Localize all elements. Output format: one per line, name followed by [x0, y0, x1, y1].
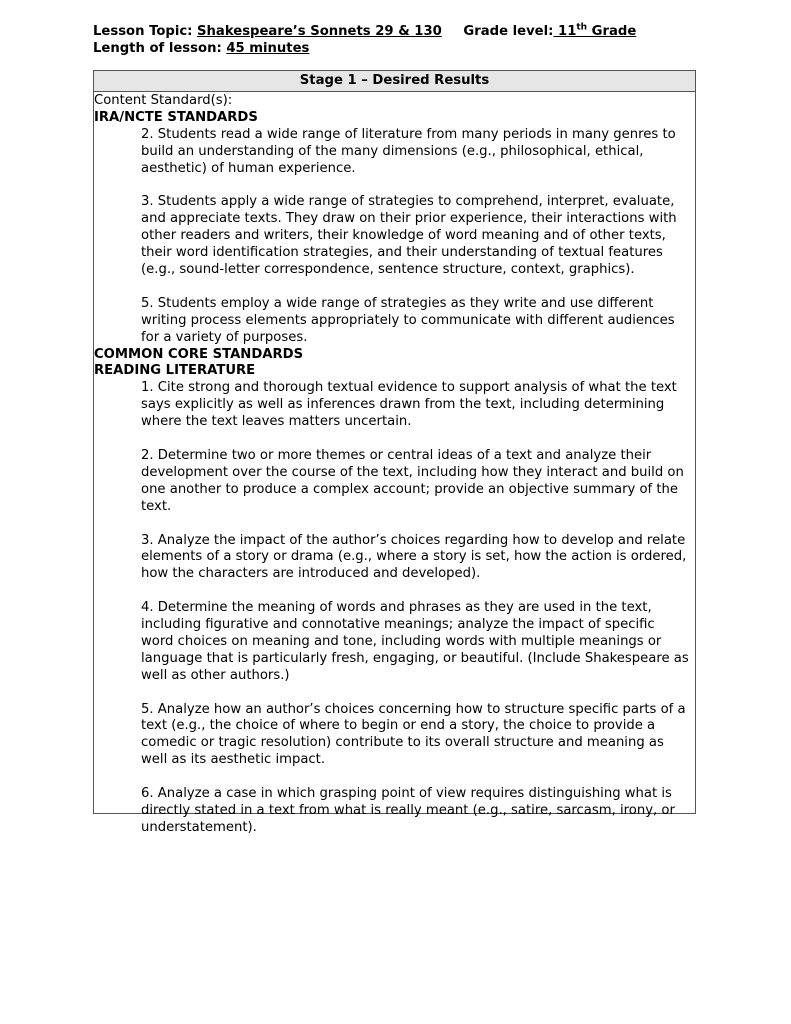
grade-label: Grade level: [463, 24, 554, 39]
rl-standard-5: 5. Analyze how an author’s choices concerning how to structure specific parts of a text (e.g., the choice of where to begin or end a story, the choice to provide a comedic or tragic resolution) contribute to its overall structure and meaning as well as its aesthetic impact. [141, 701, 686, 768]
common-core-heading: COMMON CORE STANDARDS [94, 346, 304, 362]
reading-literature-heading: READING LITERATURE [94, 363, 256, 379]
topic-label: Lesson Topic: [93, 24, 193, 39]
ira-standard-3: 3. Students apply a wide range of strategies to comprehend, interpret, evaluate, and appreciate texts. They draw on their prior experience, their interactions with other readers and writers, their knowledge of word meaning and of other texts, their word identification strategies, and their understanding of textual features (e.g., sound-letter correspondence, sentence structure, context, graphics). [141, 194, 677, 278]
standards-content [94, 92, 695, 837]
content-standards-label: Content Standard(s): [94, 93, 233, 108]
rl-standard-2: 2. Determine two or more themes or central ideas of a text and analyze their development over the course of the text, including how they interact and build on one another to produce a complex account; provide an objective summary of the text. [141, 447, 684, 514]
stage-title: Stage 1 – Desired Results [94, 71, 695, 92]
length-line [93, 40, 713, 57]
length-value: 45 minutes [226, 41, 310, 56]
ira-standard-2: 2. Students read a wide range of literature from many periods in many genres to build an understanding of the many dimensions (e.g., philosophical, ethical, aesthetic) of human experience. [141, 126, 676, 176]
rl-standard-1: 1. Cite strong and thorough textual evidence to support analysis of what the text says explicitly as well as inferences drawn from the text, including determining where the text leaves matters uncertain. [141, 380, 677, 430]
ira-ncte-heading: IRA/NCTE STANDARDS [94, 109, 258, 125]
grade-value: 11th Grade [553, 22, 637, 39]
rl-standard-6: 6. Analyze a case in which grasping point of view requires distinguishing what is directly stated in a text from what is really meant (e.g., satire, sarcasm, irony, or understatement). [141, 786, 675, 835]
rl-standard-4: 4. Determine the meaning of words and phrases as they are used in the text, including figurative and connotative meanings; analyze the impact of specific word choices on meaning and tone, including words with multiple meanings or language that is particularly fresh, engaging, or beautiful. (Include Shakespeare as well as other authors.) [141, 600, 689, 683]
rl-standard-3: 3. Analyze the impact of the author’s choices regarding how to develop and relate elements of a story or drama (e.g., where a story is set, how the action is ordered, how the characters are introduced and developed). [141, 532, 687, 582]
lesson-header [93, 23, 713, 57]
ira-standard-5: 5. Students employ a wide range of strategies as they write and use different writing process elements appropriately to communicate with different audiences for a variety of purposes. [141, 295, 675, 345]
topic-value: Shakespeare’s Sonnets 29 & 130 [197, 24, 442, 39]
topic-grade-line [93, 23, 713, 40]
desired-results-table [93, 70, 696, 835]
length-label: Length of lesson: [93, 41, 222, 56]
